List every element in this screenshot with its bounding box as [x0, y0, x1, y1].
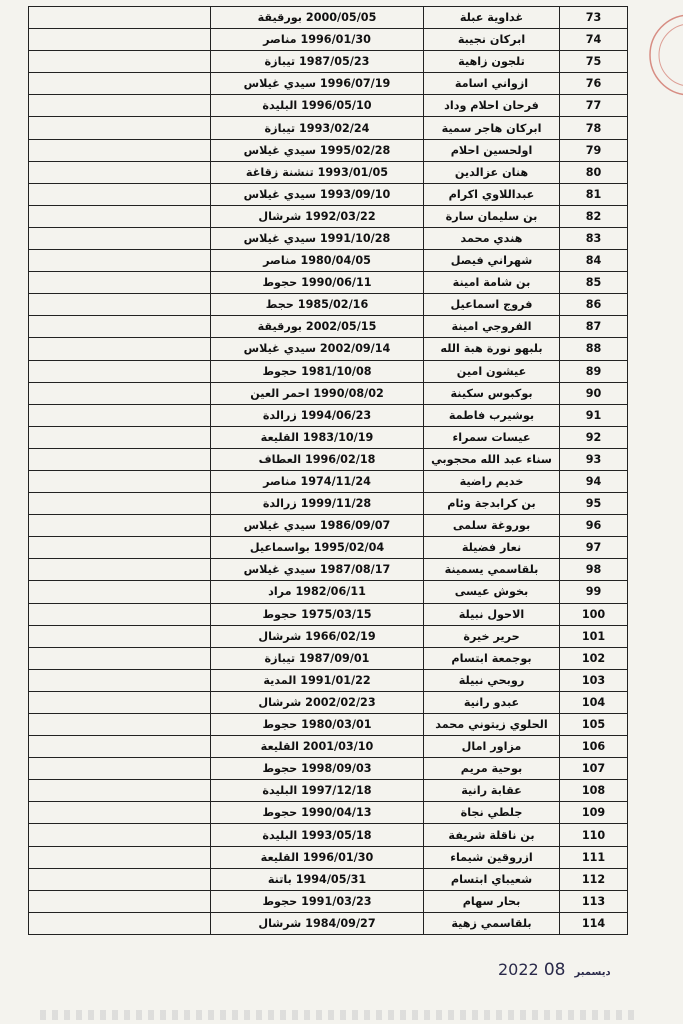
person-name: فرحان احلام وداد	[424, 95, 560, 117]
row-number: 95	[560, 493, 628, 515]
row-number: 114	[560, 912, 628, 934]
row-number: 80	[560, 161, 628, 183]
blank-cell	[29, 426, 211, 448]
table-row	[29, 890, 628, 912]
table-row	[29, 758, 628, 780]
row-number: 98	[560, 559, 628, 581]
person-name: بوكبوس سكينة	[424, 382, 560, 404]
blank-cell	[29, 537, 211, 559]
birth-date-place: 1985/02/16 حجط	[211, 294, 424, 316]
page-date	[498, 960, 615, 980]
blank-cell	[29, 227, 211, 249]
row-number: 94	[560, 470, 628, 492]
blank-cell	[29, 29, 211, 51]
person-name: هنان عزالدين	[424, 161, 560, 183]
blank-cell	[29, 581, 211, 603]
table-row	[29, 846, 628, 868]
blank-cell	[29, 7, 211, 29]
table-row	[29, 117, 628, 139]
row-number: 102	[560, 647, 628, 669]
official-stamp	[630, 10, 683, 100]
birth-date-place: 1987/05/23 تيبازة	[211, 51, 424, 73]
person-name: سناء عبد الله محجوبي	[424, 448, 560, 470]
table-row	[29, 537, 628, 559]
blank-cell	[29, 448, 211, 470]
row-number: 109	[560, 802, 628, 824]
person-name: روبحي نبيلة	[424, 669, 560, 691]
person-name: بن سليمان سارة	[424, 205, 560, 227]
date-year: 2022	[498, 960, 539, 979]
row-number: 106	[560, 736, 628, 758]
birth-date-place: 1996/07/19 سيدي غيلاس	[211, 73, 424, 95]
table-row	[29, 780, 628, 802]
person-name: بوشيرب فاطمة	[424, 404, 560, 426]
person-name: بلقاسمي يسمينة	[424, 559, 560, 581]
person-name: عبداللاوي اكرام	[424, 183, 560, 205]
birth-date-place: 1996/02/18 العطاف	[211, 448, 424, 470]
blank-cell	[29, 183, 211, 205]
birth-date-place: 2000/05/05 بورقيقة	[211, 7, 424, 29]
blank-cell	[29, 714, 211, 736]
row-number: 88	[560, 338, 628, 360]
row-number: 112	[560, 868, 628, 890]
blank-cell	[29, 382, 211, 404]
table-row	[29, 691, 628, 713]
roster-table	[28, 6, 628, 935]
table-row	[29, 559, 628, 581]
row-number: 96	[560, 515, 628, 537]
blank-cell	[29, 338, 211, 360]
row-number: 82	[560, 205, 628, 227]
person-name: عبدو رانية	[424, 691, 560, 713]
table-row	[29, 470, 628, 492]
table-row	[29, 29, 628, 51]
table-row	[29, 714, 628, 736]
table-row	[29, 272, 628, 294]
person-name: اولحسين احلام	[424, 139, 560, 161]
birth-date-place: 1991/10/28 سيدي غيلاس	[211, 227, 424, 249]
person-name: بن شامة امينة	[424, 272, 560, 294]
person-name: شعيباي ابتسام	[424, 868, 560, 890]
birth-date-place: 1991/03/23 حجوط	[211, 890, 424, 912]
person-name: هندي محمد	[424, 227, 560, 249]
row-number: 93	[560, 448, 628, 470]
row-number: 97	[560, 537, 628, 559]
blank-cell	[29, 51, 211, 73]
birth-date-place: 1980/04/05 مناصر	[211, 250, 424, 272]
blank-cell	[29, 912, 211, 934]
birth-date-place: 2002/02/23 شرشال	[211, 691, 424, 713]
row-number: 84	[560, 250, 628, 272]
blank-cell	[29, 139, 211, 161]
birth-date-place: 1993/05/18 البليدة	[211, 824, 424, 846]
birth-date-place: 1990/06/11 حجوط	[211, 272, 424, 294]
person-name: خديم راضية	[424, 470, 560, 492]
blank-cell	[29, 272, 211, 294]
person-name: ابركان نجيبة	[424, 29, 560, 51]
person-name: جلطي نجاة	[424, 802, 560, 824]
blank-cell	[29, 691, 211, 713]
blank-cell	[29, 515, 211, 537]
table-row	[29, 316, 628, 338]
row-number: 75	[560, 51, 628, 73]
table-row	[29, 294, 628, 316]
row-number: 100	[560, 603, 628, 625]
row-number: 101	[560, 625, 628, 647]
table-row	[29, 95, 628, 117]
person-name: مزاور امال	[424, 736, 560, 758]
person-name: بلقاسمي زهية	[424, 912, 560, 934]
birth-date-place: 1992/03/22 شرشال	[211, 205, 424, 227]
person-name: بحار سهام	[424, 890, 560, 912]
person-name: عيشون امين	[424, 360, 560, 382]
blank-cell	[29, 647, 211, 669]
table-row	[29, 736, 628, 758]
row-number: 105	[560, 714, 628, 736]
table-row	[29, 227, 628, 249]
birth-date-place: 1983/10/19 القليعة	[211, 426, 424, 448]
bottom-edge-marks	[40, 1010, 640, 1020]
row-number: 108	[560, 780, 628, 802]
table-row	[29, 183, 628, 205]
table-row	[29, 448, 628, 470]
table-row	[29, 669, 628, 691]
birth-date-place: 1994/05/31 باتنة	[211, 868, 424, 890]
row-number: 77	[560, 95, 628, 117]
row-number: 99	[560, 581, 628, 603]
person-name: بلبهو نورة هبة الله	[424, 338, 560, 360]
blank-cell	[29, 117, 211, 139]
row-number: 78	[560, 117, 628, 139]
table-row	[29, 426, 628, 448]
table-row	[29, 139, 628, 161]
birth-date-place: 1987/08/17 سيدي غيلاس	[211, 559, 424, 581]
birth-date-place: 1982/06/11 مراد	[211, 581, 424, 603]
blank-cell	[29, 890, 211, 912]
person-name: الحلوي زيتوني محمد	[424, 714, 560, 736]
blank-cell	[29, 404, 211, 426]
person-name: ازروقين شيماء	[424, 846, 560, 868]
person-name: بن ناقلة شريفة	[424, 824, 560, 846]
table-row	[29, 360, 628, 382]
table-row	[29, 382, 628, 404]
person-name: حرير خيرة	[424, 625, 560, 647]
blank-cell	[29, 603, 211, 625]
person-name: بوجمعة ابتسام	[424, 647, 560, 669]
row-number: 111	[560, 846, 628, 868]
person-name: الاحول نبيلة	[424, 603, 560, 625]
birth-date-place: 1991/01/22 المدية	[211, 669, 424, 691]
person-name: بوحية مريم	[424, 758, 560, 780]
birth-date-place: 2002/09/14 سيدي غيلاس	[211, 338, 424, 360]
person-name: ابركان هاجر سمية	[424, 117, 560, 139]
birth-date-place: 2001/03/10 القليعة	[211, 736, 424, 758]
table-row	[29, 868, 628, 890]
table-row	[29, 625, 628, 647]
table-row	[29, 802, 628, 824]
table-row	[29, 51, 628, 73]
table-row	[29, 493, 628, 515]
row-number: 86	[560, 294, 628, 316]
row-number: 83	[560, 227, 628, 249]
person-name: عيسات سمراء	[424, 426, 560, 448]
birth-date-place: 1980/03/01 حجوط	[211, 714, 424, 736]
row-number: 89	[560, 360, 628, 382]
blank-cell	[29, 205, 211, 227]
row-number: 90	[560, 382, 628, 404]
table-row	[29, 912, 628, 934]
person-name: عقابة رانية	[424, 780, 560, 802]
row-number: 91	[560, 404, 628, 426]
person-name: ازواني اسامة	[424, 73, 560, 95]
birth-date-place: 1987/09/01 تيبازة	[211, 647, 424, 669]
person-name: تلجون زاهية	[424, 51, 560, 73]
row-number: 103	[560, 669, 628, 691]
row-number: 79	[560, 139, 628, 161]
person-name: شهراني فيصل	[424, 250, 560, 272]
birth-date-place: 1993/01/05 تنشنة زقاغة	[211, 161, 424, 183]
table-row	[29, 205, 628, 227]
table-row	[29, 515, 628, 537]
person-name: بن كرابدجة وئام	[424, 493, 560, 515]
birth-date-place: 1996/01/30 مناصر	[211, 29, 424, 51]
birth-date-place: 1993/02/24 تيبازة	[211, 117, 424, 139]
blank-cell	[29, 360, 211, 382]
birth-date-place: 1997/12/18 البليدة	[211, 780, 424, 802]
blank-cell	[29, 758, 211, 780]
person-name: نعار فضيلة	[424, 537, 560, 559]
blank-cell	[29, 802, 211, 824]
row-number: 110	[560, 824, 628, 846]
table-row	[29, 161, 628, 183]
birth-date-place: 2002/05/15 بورقيقة	[211, 316, 424, 338]
blank-cell	[29, 846, 211, 868]
person-name: بخوش عيسى	[424, 581, 560, 603]
birth-date-place: 1996/01/30 القليعة	[211, 846, 424, 868]
blank-cell	[29, 161, 211, 183]
date-month: ديسمبر	[574, 967, 611, 978]
row-number: 92	[560, 426, 628, 448]
birth-date-place: 1986/09/07 سيدي غيلاس	[211, 515, 424, 537]
table-row	[29, 250, 628, 272]
row-number: 81	[560, 183, 628, 205]
birth-date-place: 1974/11/24 مناصر	[211, 470, 424, 492]
table-row	[29, 581, 628, 603]
blank-cell	[29, 73, 211, 95]
table-row	[29, 824, 628, 846]
table-row	[29, 647, 628, 669]
birth-date-place: 1995/02/04 بواسماعيل	[211, 537, 424, 559]
roster-body	[29, 7, 628, 935]
row-number: 74	[560, 29, 628, 51]
row-number: 76	[560, 73, 628, 95]
row-number: 107	[560, 758, 628, 780]
blank-cell	[29, 250, 211, 272]
blank-cell	[29, 736, 211, 758]
table-row	[29, 338, 628, 360]
table-row	[29, 73, 628, 95]
blank-cell	[29, 780, 211, 802]
table-row	[29, 7, 628, 29]
blank-cell	[29, 95, 211, 117]
blank-cell	[29, 316, 211, 338]
birth-date-place: 1975/03/15 حجوط	[211, 603, 424, 625]
blank-cell	[29, 824, 211, 846]
person-name: الفروجي امينة	[424, 316, 560, 338]
date-day: 08	[543, 960, 566, 980]
person-name: بوروغة سلمى	[424, 515, 560, 537]
person-name: غداوية عبلة	[424, 7, 560, 29]
blank-cell	[29, 625, 211, 647]
birth-date-place: 1966/02/19 شرشال	[211, 625, 424, 647]
blank-cell	[29, 294, 211, 316]
birth-date-place: 1994/06/23 زرالدة	[211, 404, 424, 426]
row-number: 113	[560, 890, 628, 912]
blank-cell	[29, 669, 211, 691]
birth-date-place: 1998/09/03 حجوط	[211, 758, 424, 780]
person-name: فروج اسماعيل	[424, 294, 560, 316]
birth-date-place: 1999/11/28 زرالدة	[211, 493, 424, 515]
blank-cell	[29, 470, 211, 492]
birth-date-place: 1984/09/27 شرشال	[211, 912, 424, 934]
row-number: 85	[560, 272, 628, 294]
birth-date-place: 1996/05/10 البليدة	[211, 95, 424, 117]
row-number: 87	[560, 316, 628, 338]
birth-date-place: 1993/09/10 سيدي غيلاس	[211, 183, 424, 205]
table-row	[29, 603, 628, 625]
birth-date-place: 1990/08/02 احمر العين	[211, 382, 424, 404]
birth-date-place: 1990/04/13 حجوط	[211, 802, 424, 824]
blank-cell	[29, 493, 211, 515]
birth-date-place: 1981/10/08 حجوط	[211, 360, 424, 382]
birth-date-place: 1995/02/28 سيدي غيلاس	[211, 139, 424, 161]
blank-cell	[29, 559, 211, 581]
row-number: 104	[560, 691, 628, 713]
table-row	[29, 404, 628, 426]
blank-cell	[29, 868, 211, 890]
row-number: 73	[560, 7, 628, 29]
